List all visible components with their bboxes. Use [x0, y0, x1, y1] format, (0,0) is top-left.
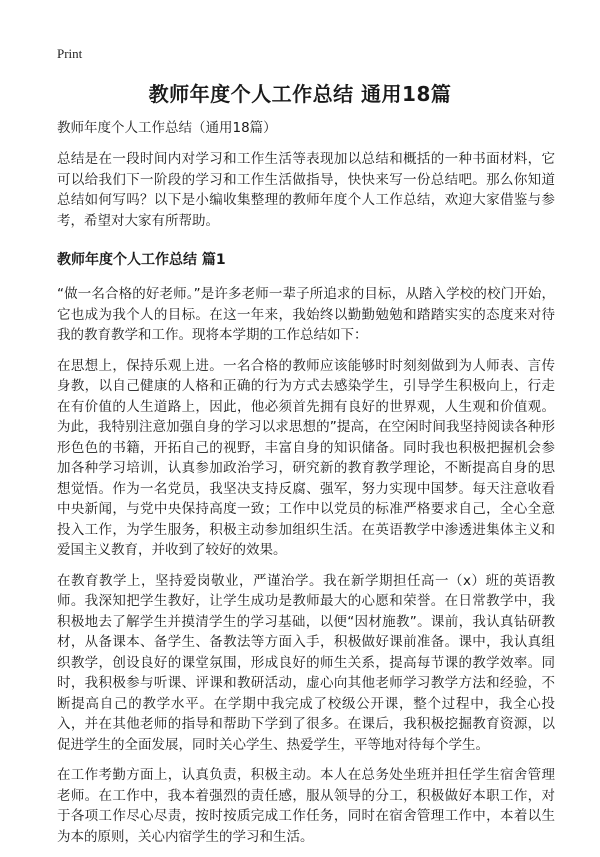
section-heading: 教师年度个人工作总结 篇1: [57, 252, 226, 268]
intro-paragraph: 总结是在一段时间内对学习和工作生活等表现加以总结和概括的一种书面材料，它可以给我们下一阶段的学习和工作生活做指导，快快来写一份总结吧。那么你知道总结如何写吗？以下是小编收集整理的教师年度个人工作总结，欢迎大家借鉴与参考，希望对大家有所帮助。: [57, 151, 555, 229]
page-title: 教师年度个人工作总结 通用18篇: [148, 82, 452, 106]
article-subtitle: 教师年度个人工作总结（通用18篇）: [57, 120, 277, 136]
print-link[interactable]: Print: [57, 46, 83, 61]
body-paragraph-2: 在思想上，保持乐观上进。一名合格的教师应该能够时时刻刻做到为人师表、言传身教，以自己健康的人格和正确的行为方式去感染学生，引导学生积极向上，行走在有价值的人生道路上，因此，他必须首先拥有良好的世界观，人生观和价值观。为此，我特别注意加强自身的学习以求思想的”提高，在空闲时间我坚持阅读各种形形色色的书籍，开拓自己的视野，丰富自身的知识储备。同时我也积极把握机会参加各种学习培训，认真参加政治学习，研究新的教育教学理论，不断提高自身的思想觉悟。作为一名党员，我坚决支持反腐、强军，努力实现中国梦。每天注意收看中央新闻，与党中央保持高度一致；工作中以党员的标准严格要求自己，全心全意投入工作，为学生服务，积极主动参加组织生活。在英语教学中渗透进集体主义和爱国主义教育，并收到了较好的效果。: [57, 357, 555, 558]
article-body: [57, 118, 555, 857]
body-paragraph-4: 在工作考勤方面上，认真负责，积极主动。本人在总务处坐班并担任学生宿舍管理老师。在工作中，我本着强烈的责任感，服从领导的分工，积极做好本职工作，对于各项工作尽心尽责，按时按质完成工作任务，同时在宿舍管理工作中，本着以生为本的原则，关心内宿学生的学习和生活。: [57, 767, 555, 845]
body-paragraph-1: “做一名合格的好老师。”是许多老师一辈子所追求的目标，从踏入学校的校门开始，它也成为我个人的目标。在这一年来，我始终以勤勤勉勉和踏踏实实的态度来对待我的教育教学和工作。现将本学期的工作总结如下：: [57, 286, 555, 343]
body-paragraph-3: 在教育教学上，坚持爱岗敬业，严谨治学。我在新学期担任高一（x）班的英语教师。我深知把学生教好，让学生成功是教师最大的心愿和荣誉。在日常教学中，我积极地去了解学生并摸清学生的学习基础，以便“因材施教”。课前，我认真钻研教材，从备课本、备学生、备教法等方面入手，积极做好课前准备。课中，我认真组织教学，创设良好的课堂氛围，形成良好的师生关系，提高每节课的教学效率。同时，我积极参与听课、评课和教研活动，虚心向其他老师学习教学方法和经验，不断提高自己的教学水平。在学期中我完成了校级公开课，整个过程中，我全心投入，并在其他老师的指导和帮助下学到了很多。在课后，我积极挖掘教育资源，以促进学生的全面发展，同时关心学生、热爱学生，平等地对待每个学生。: [57, 572, 555, 753]
